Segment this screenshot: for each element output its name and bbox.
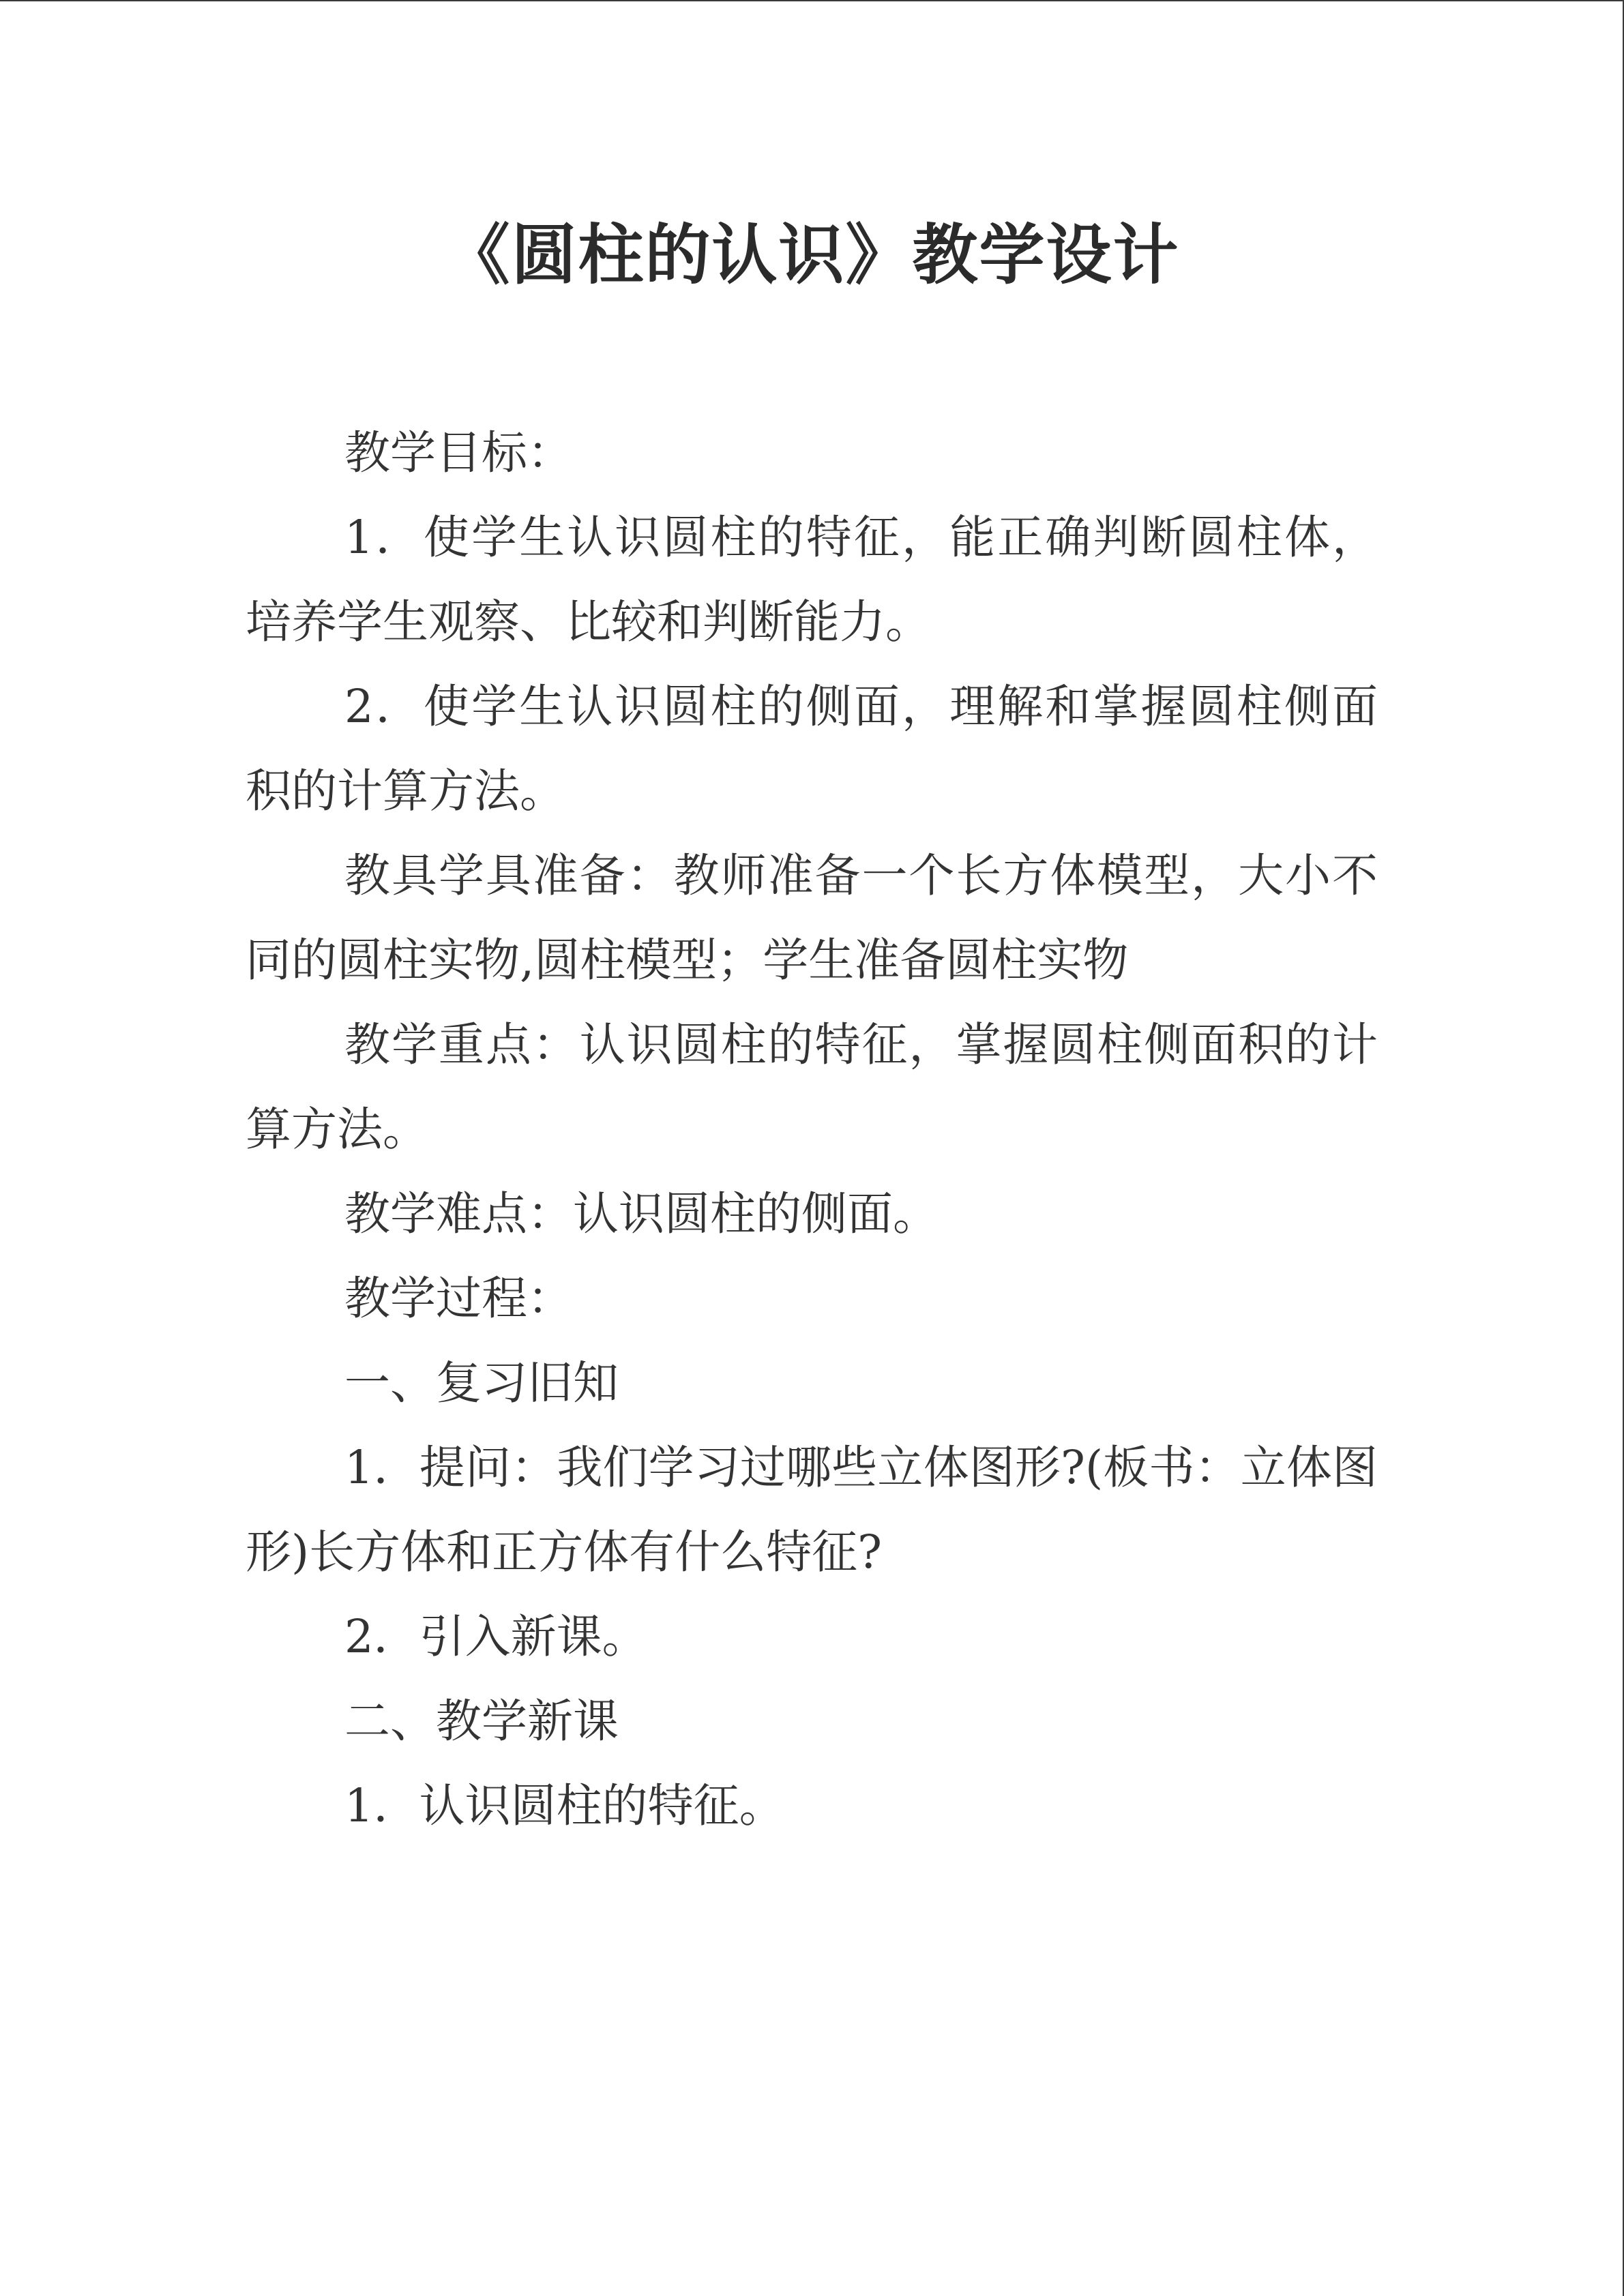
document-title: 《圆柱的认识》教学设计 [444,216,1180,293]
paragraph-objectives-heading: 教学目标： [344,426,573,479]
paragraph-review-question: 1．提问：我们学习过哪些立体图形?(板书：立体图形)长方体和正方体有什么特征? [246,1441,1378,1579]
paragraph-cylinder-features: 1．认识圆柱的特征。 [344,1779,785,1832]
section-review-heading: 一、复习旧知 [344,1356,619,1410]
paragraph-introduce-lesson: 2．引入新课。 [344,1610,648,1663]
paragraph-process-heading: 教学过程： [344,1272,573,1325]
paragraph-difficulties: 教学难点：认识圆柱的侧面。 [344,1187,939,1240]
section-new-lesson-heading: 二、教学新课 [344,1695,619,1748]
paragraph-objective-2: 2．使学生认识圆柱的侧面，理解和掌握圆柱侧面积的计算方法。 [246,680,1378,818]
paragraph-teaching-aids: 教具学具准备：教师准备一个长方体模型，大小不同的圆柱实物,圆柱模型；学生准备圆柱实物 [246,849,1378,987]
paragraph-key-points: 教学重点：认识圆柱的特征，掌握圆柱侧面积的计算方法。 [246,1018,1378,1156]
paragraph-objective-1: 1．使学生认识圆柱的特征，能正确判断圆柱体，培养学生观察、比较和判断能力。 [246,511,1378,648]
